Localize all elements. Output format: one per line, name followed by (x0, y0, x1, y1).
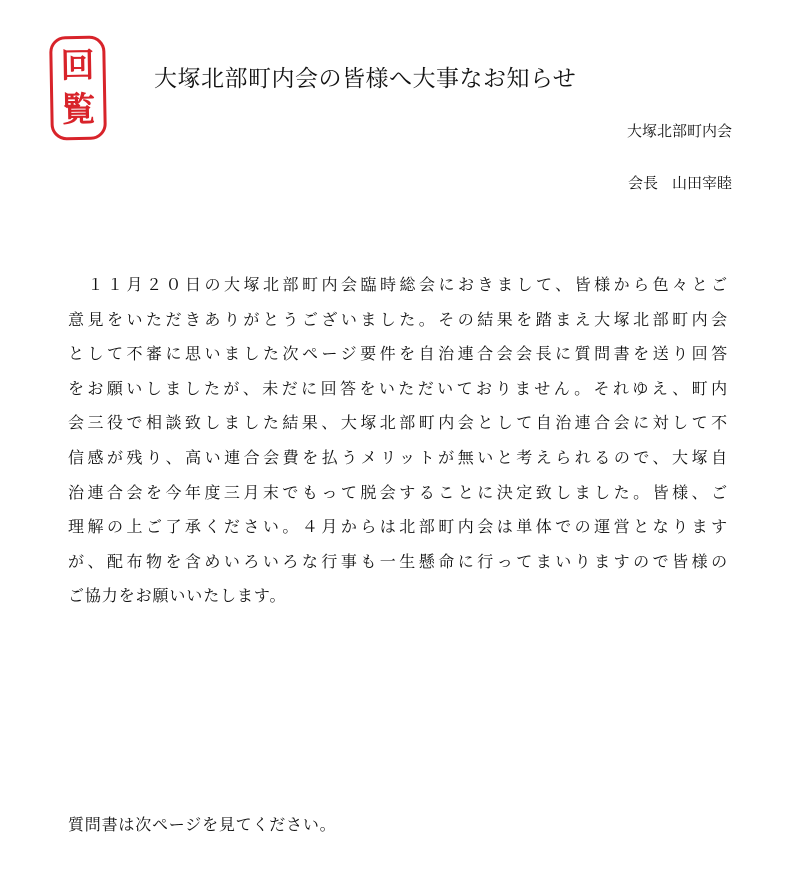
body-line: が、配布物を含めいろいろな行事も一生懸命に行ってまいりますので皆様の (68, 551, 728, 571)
body-line: 意見をいただきありがとうございました。その結果を踏まえ大塚北部町内会 (68, 309, 728, 329)
document-title: 大塚北部町内会の皆様へ大事なお知らせ (154, 66, 577, 92)
stamp-char-kai: 回 (60, 45, 95, 87)
sender-role: 会長 (627, 174, 658, 192)
body-line: として不審に思いました次ページ要件を自治連合会会長に質問書を送り回答 (68, 344, 728, 364)
body-line: １１月２０日の大塚北部町内会臨時総会におきまして、皆様から色々とご (68, 275, 728, 294)
footnote: 質問書は次ページを見てください。 (68, 815, 337, 834)
stamp-char-ran: 覧 (61, 89, 96, 131)
letter-body (68, 268, 728, 614)
sender-name: 山田宰睦 (671, 174, 732, 192)
body-line: 信感が残り、高い連合会費を払うメリットが無いと考えられるので、大塚自 (68, 447, 728, 467)
sender-chairperson (628, 172, 732, 194)
sender-organization: 大塚北部町内会 (626, 122, 732, 140)
body-line: 理解の上ご了承ください。４月からは北部町内会は単体での運営となります (68, 517, 728, 537)
body-line: 治連合会を今年度三月末でもって脱会することに決定致しました。皆様、ご (68, 482, 728, 502)
body-line: 会三役で相談致しました結果、大塚北部町内会として自治連合会に対して不 (68, 413, 728, 433)
body-line: をお願いしましたが、未だに回答をいただいておりません。それゆえ、町内 (68, 378, 728, 398)
circulation-stamp (49, 36, 107, 141)
body-line: ご協力をお願いいたします。 (68, 586, 287, 606)
